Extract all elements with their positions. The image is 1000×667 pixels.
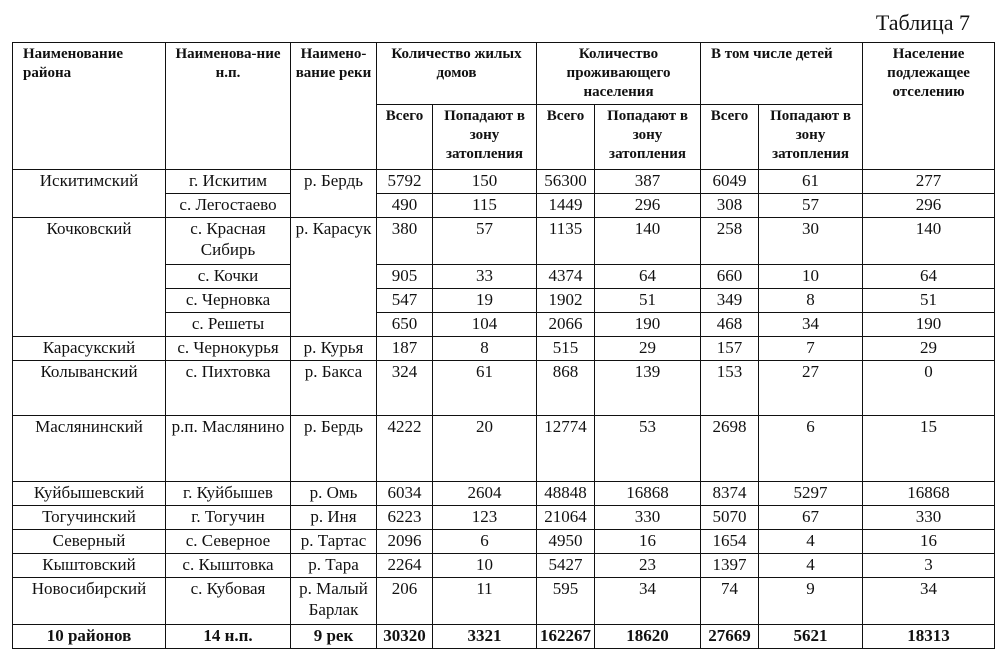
header-district: Наименование района: [13, 43, 166, 170]
flood-zone-table: [12, 42, 995, 649]
total-district: 10 районов: [13, 625, 166, 649]
child-total-cell: 308: [701, 194, 759, 218]
total-row: [13, 625, 995, 649]
pop-flooded-cell: 34: [595, 578, 701, 625]
total-child-total: 27669: [701, 625, 759, 649]
table-row: [13, 530, 995, 554]
relocate-cell: 29: [863, 337, 995, 361]
total-relocate: 18313: [863, 625, 995, 649]
total-pop-flooded: 18620: [595, 625, 701, 649]
child-flooded-cell: 4: [759, 530, 863, 554]
child-flooded-cell: 10: [759, 265, 863, 289]
relocate-cell: 330: [863, 506, 995, 530]
pop-flooded-cell: 140: [595, 218, 701, 265]
houses-flooded-cell: 57: [433, 218, 537, 265]
pop-flooded-cell: 16868: [595, 482, 701, 506]
total-pop-total: 162267: [537, 625, 595, 649]
child-total-cell: 2698: [701, 416, 759, 482]
district-cell: Кочковский: [13, 218, 166, 337]
child-total-cell: 349: [701, 289, 759, 313]
table-row: [13, 554, 995, 578]
pop-flooded-cell: 296: [595, 194, 701, 218]
pop-total-cell: 4950: [537, 530, 595, 554]
river-cell: р. Карасук: [291, 218, 377, 337]
houses-flooded-cell: 19: [433, 289, 537, 313]
pop-total-cell: 21064: [537, 506, 595, 530]
settlement-cell: с. Кыштовка: [166, 554, 291, 578]
river-cell: р. Бакса: [291, 361, 377, 416]
pop-total-cell: 4374: [537, 265, 595, 289]
district-cell: Тогучинский: [13, 506, 166, 530]
houses-total-cell: 547: [377, 289, 433, 313]
child-flooded-cell: 61: [759, 170, 863, 194]
pop-flooded-cell: 64: [595, 265, 701, 289]
houses-total-cell: 2096: [377, 530, 433, 554]
houses-total-cell: 380: [377, 218, 433, 265]
relocate-cell: 51: [863, 289, 995, 313]
total-river: 9 рек: [291, 625, 377, 649]
river-cell: р. Бердь: [291, 416, 377, 482]
houses-total-cell: 206: [377, 578, 433, 625]
settlement-cell: с. Легостаево: [166, 194, 291, 218]
header-houses-total: Всего: [377, 105, 433, 170]
table-row: [13, 578, 995, 625]
relocate-cell: 140: [863, 218, 995, 265]
header-row-1: [13, 43, 995, 105]
river-cell: р. Тартас: [291, 530, 377, 554]
header-settlement: Наименова-ние н.п.: [166, 43, 291, 170]
pop-flooded-cell: 330: [595, 506, 701, 530]
pop-total-cell: 515: [537, 337, 595, 361]
settlement-cell: с. Чернокурья: [166, 337, 291, 361]
pop-flooded-cell: 16: [595, 530, 701, 554]
header-relocation: Население подлежащее отселению: [863, 43, 995, 170]
settlement-cell: с. Решеты: [166, 313, 291, 337]
river-cell: р. Бердь: [291, 170, 377, 218]
river-cell: р. Курья: [291, 337, 377, 361]
settlement-cell: с. Кочки: [166, 265, 291, 289]
total-child-flooded: 5621: [759, 625, 863, 649]
relocate-cell: 64: [863, 265, 995, 289]
settlement-cell: с. Красная Сибирь: [166, 218, 291, 265]
table-row: [13, 416, 995, 482]
child-flooded-cell: 30: [759, 218, 863, 265]
child-flooded-cell: 57: [759, 194, 863, 218]
settlement-cell: с. Пихтовка: [166, 361, 291, 416]
header-pop-flooded: Попадают в зону затопления: [595, 105, 701, 170]
houses-total-cell: 490: [377, 194, 433, 218]
child-flooded-cell: 4: [759, 554, 863, 578]
district-cell: Колыванский: [13, 361, 166, 416]
houses-flooded-cell: 115: [433, 194, 537, 218]
child-total-cell: 157: [701, 337, 759, 361]
child-flooded-cell: 27: [759, 361, 863, 416]
table-caption: Таблица 7: [875, 10, 970, 35]
table-row: [13, 170, 995, 194]
houses-total-cell: 905: [377, 265, 433, 289]
river-cell: р. Омь: [291, 482, 377, 506]
child-flooded-cell: 5297: [759, 482, 863, 506]
pop-flooded-cell: 139: [595, 361, 701, 416]
child-total-cell: 5070: [701, 506, 759, 530]
pop-total-cell: 1902: [537, 289, 595, 313]
houses-total-cell: 6223: [377, 506, 433, 530]
child-total-cell: 153: [701, 361, 759, 416]
pop-total-cell: 48848: [537, 482, 595, 506]
child-total-cell: 468: [701, 313, 759, 337]
header-children: В том числе детей: [701, 43, 863, 105]
child-total-cell: 6049: [701, 170, 759, 194]
table-row: [13, 361, 995, 416]
settlement-cell: г. Куйбышев: [166, 482, 291, 506]
relocate-cell: 190: [863, 313, 995, 337]
pop-flooded-cell: 387: [595, 170, 701, 194]
settlement-cell: г. Тогучин: [166, 506, 291, 530]
total-houses-total: 30320: [377, 625, 433, 649]
child-total-cell: 1654: [701, 530, 759, 554]
settlement-cell: с. Кубовая: [166, 578, 291, 625]
relocate-cell: 16868: [863, 482, 995, 506]
table-row: [13, 506, 995, 530]
houses-total-cell: 6034: [377, 482, 433, 506]
header-child-flooded: Попадают в зону затопления: [759, 105, 863, 170]
houses-total-cell: 187: [377, 337, 433, 361]
houses-total-cell: 2264: [377, 554, 433, 578]
child-total-cell: 258: [701, 218, 759, 265]
district-cell: Искитимский: [13, 170, 166, 218]
child-flooded-cell: 34: [759, 313, 863, 337]
table-row: [13, 337, 995, 361]
district-cell: Кыштовский: [13, 554, 166, 578]
relocate-cell: 296: [863, 194, 995, 218]
houses-flooded-cell: 150: [433, 170, 537, 194]
header-river: Наимено-вание реки: [291, 43, 377, 170]
child-total-cell: 8374: [701, 482, 759, 506]
river-cell: р. Иня: [291, 506, 377, 530]
relocate-cell: 16: [863, 530, 995, 554]
child-flooded-cell: 8: [759, 289, 863, 313]
relocate-cell: 3: [863, 554, 995, 578]
houses-flooded-cell: 61: [433, 361, 537, 416]
pop-total-cell: 1449: [537, 194, 595, 218]
houses-flooded-cell: 2604: [433, 482, 537, 506]
district-cell: Куйбышевский: [13, 482, 166, 506]
houses-flooded-cell: 8: [433, 337, 537, 361]
settlement-cell: с. Черновка: [166, 289, 291, 313]
relocate-cell: 0: [863, 361, 995, 416]
district-cell: Северный: [13, 530, 166, 554]
relocate-cell: 34: [863, 578, 995, 625]
child-total-cell: 660: [701, 265, 759, 289]
settlement-cell: р.п. Маслянино: [166, 416, 291, 482]
header-houses-flooded: Попадают в зону затопления: [433, 105, 537, 170]
pop-total-cell: 12774: [537, 416, 595, 482]
total-houses-flooded: 3321: [433, 625, 537, 649]
pop-flooded-cell: 190: [595, 313, 701, 337]
total-settlement: 14 н.п.: [166, 625, 291, 649]
pop-total-cell: 5427: [537, 554, 595, 578]
pop-flooded-cell: 29: [595, 337, 701, 361]
child-flooded-cell: 7: [759, 337, 863, 361]
settlement-cell: с. Северное: [166, 530, 291, 554]
header-population: Количество проживающего населения: [537, 43, 701, 105]
district-cell: Маслянинский: [13, 416, 166, 482]
relocate-cell: 277: [863, 170, 995, 194]
district-cell: Новосибирский: [13, 578, 166, 625]
table-row: [13, 482, 995, 506]
child-total-cell: 74: [701, 578, 759, 625]
header-pop-total: Всего: [537, 105, 595, 170]
houses-total-cell: 650: [377, 313, 433, 337]
child-flooded-cell: 6: [759, 416, 863, 482]
district-cell: Карасукский: [13, 337, 166, 361]
pop-total-cell: 56300: [537, 170, 595, 194]
pop-total-cell: 868: [537, 361, 595, 416]
houses-flooded-cell: 33: [433, 265, 537, 289]
pop-flooded-cell: 53: [595, 416, 701, 482]
pop-total-cell: 595: [537, 578, 595, 625]
houses-flooded-cell: 123: [433, 506, 537, 530]
table-row: [13, 218, 995, 265]
houses-total-cell: 5792: [377, 170, 433, 194]
houses-flooded-cell: 10: [433, 554, 537, 578]
header-child-total: Всего: [701, 105, 759, 170]
houses-flooded-cell: 11: [433, 578, 537, 625]
houses-flooded-cell: 20: [433, 416, 537, 482]
header-houses: Количество жилых домов: [377, 43, 537, 105]
child-flooded-cell: 67: [759, 506, 863, 530]
pop-flooded-cell: 23: [595, 554, 701, 578]
houses-total-cell: 4222: [377, 416, 433, 482]
pop-flooded-cell: 51: [595, 289, 701, 313]
houses-total-cell: 324: [377, 361, 433, 416]
houses-flooded-cell: 6: [433, 530, 537, 554]
pop-total-cell: 2066: [537, 313, 595, 337]
relocate-cell: 15: [863, 416, 995, 482]
child-total-cell: 1397: [701, 554, 759, 578]
houses-flooded-cell: 104: [433, 313, 537, 337]
pop-total-cell: 1135: [537, 218, 595, 265]
settlement-cell: г. Искитим: [166, 170, 291, 194]
river-cell: р. Тара: [291, 554, 377, 578]
river-cell: р. Малый Барлак: [291, 578, 377, 625]
child-flooded-cell: 9: [759, 578, 863, 625]
